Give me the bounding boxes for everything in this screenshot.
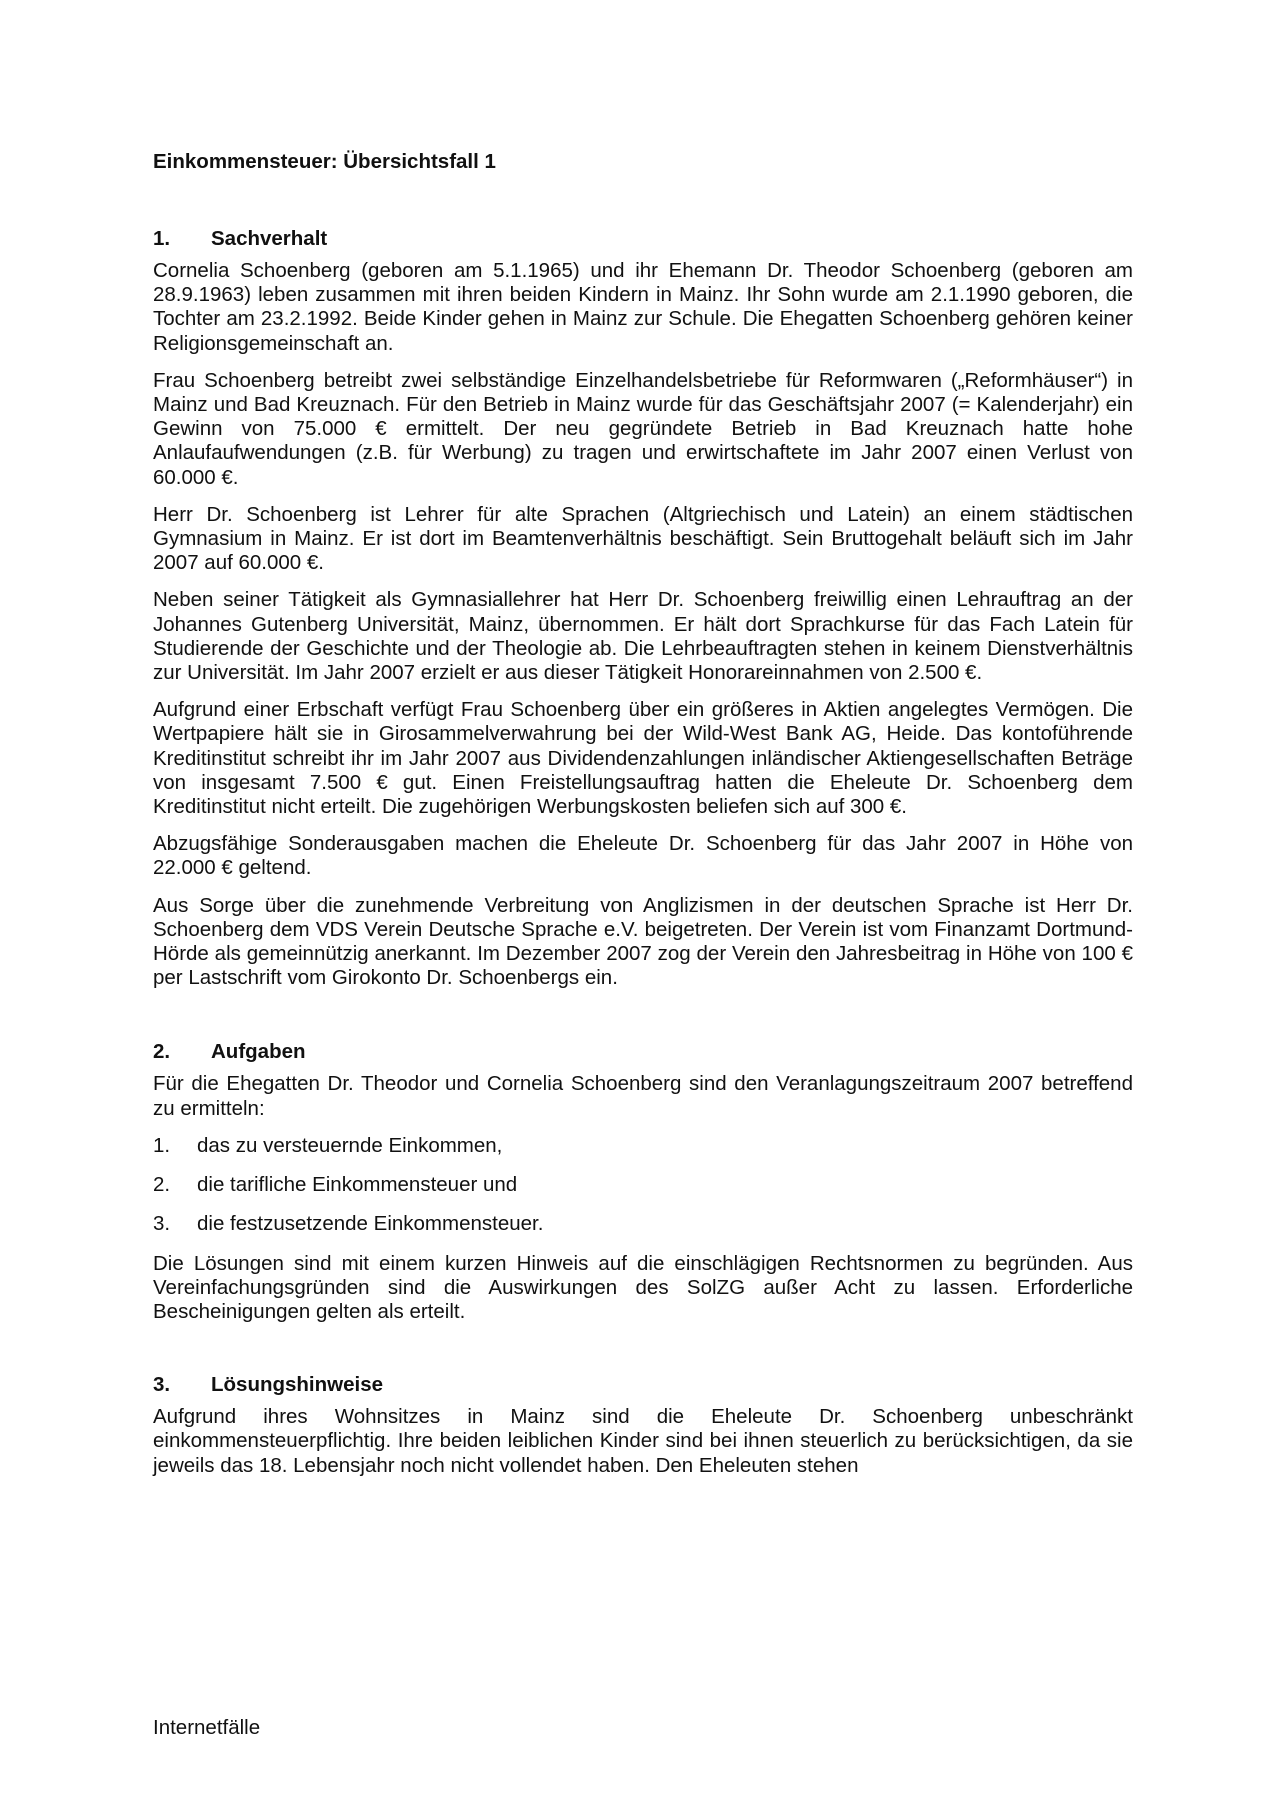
- paragraph: Frau Schoenberg betreibt zwei selbständige Einzelhandelsbetriebe für Reformwaren („Reformhäuser“) in Mainz und Bad Kreuznach. Für den Betrieb in Mainz wurde für das Geschäftsjahr 2007 (= Kalenderjahr) ein Gewinn von 75.000 € ermittelt. Der neu gegründete Betrieb in Bad Kreuznach hatte hohe Anlaufaufwendungen (z.B. für Werbung) zu tragen und erwirtschaftete im Jahr 2007 einen Verlust von 60.000 €.: [153, 368, 1133, 489]
- section-aufgaben: [153, 1038, 1133, 1324]
- list-text: das zu versteuernde Einkommen,: [197, 1133, 503, 1157]
- page-footer: Internetfälle: [153, 1716, 261, 1739]
- paragraph: Für die Ehegatten Dr. Theodor und Cornelia Schoenberg sind den Veranlagungszeitraum 2007 betreffend zu ermitteln:: [153, 1072, 1133, 1120]
- section-title: Aufgaben: [211, 1040, 306, 1064]
- list-text: die tarifliche Einkommensteuer und: [197, 1173, 518, 1197]
- section-number: 3.: [153, 1373, 171, 1397]
- paragraph: Cornelia Schoenberg (geboren am 5.1.1965) und ihr Ehemann Dr. Theodor Schoenberg (geboren am 28.9.1963) leben zusammen mit ihren beiden Kindern in Mainz. Ihr Sohn wurde am 2.1.1990 geboren, die Tochter am 23.2.1992. Beide Kinder gehen in Mainz zur Schule. Die Ehegatten Schoenberg gehören keiner Religionsgemeinschaft an.: [153, 259, 1133, 355]
- section-number: 1.: [153, 227, 171, 250]
- list-item: [153, 1212, 1133, 1236]
- paragraph: Abzugsfähige Sonderausgaben machen die Eheleute Dr. Schoenberg für das Jahr 2007 in Höhe von 22.000 € geltend.: [153, 832, 1133, 880]
- paragraph: Aufgrund einer Erbschaft verfügt Frau Schoenberg über ein größeres in Aktien angelegtes Vermögen. Die Wertpapiere hält sie in Girosammelverwahrung bei der Wild-West Bank AG, Heide. Das kontoführende Kreditinstitut schreibt ihr im Jahr 2007 aus Dividendenzahlungen inländischer Aktiengesellschaften Beträge von insgesamt 7.500 € gut. Einen Freistellungsauftrag hatten die Eheleute Dr. Schoenberg dem Kreditinstitut nicht erteilt. Die zugehörigen Werbungskosten beliefen sich auf 300 €.: [153, 698, 1133, 819]
- document-title: Einkommensteuer: Übersichtsfall 1: [153, 150, 496, 173]
- list-item: [153, 1173, 1133, 1197]
- section-number: 2.: [153, 1040, 171, 1064]
- list-item: [153, 1134, 1133, 1158]
- section-heading: [153, 1371, 1133, 1399]
- section-heading: [153, 1038, 1133, 1066]
- task-list: [153, 1134, 1133, 1237]
- list-text: die festzusetzende Einkommensteuer.: [197, 1212, 544, 1236]
- section-sachverhalt: [153, 225, 1133, 990]
- list-number: 3.: [153, 1212, 171, 1236]
- paragraph: Aus Sorge über die zunehmende Verbreitung von Anglizismen in der deutschen Sprache ist Herr Dr. Schoenberg dem VDS Verein Deutsche Sprache e.V. beigetreten. Der Verein ist vom Finanzamt Dortmund-Hörde als gemeinnützig anerkannt. Im Dezember 2007 zog der Verein den Jahresbeitrag in Höhe von 100 € per Lastschrift vom Girokonto Dr. Schoenbergs ein.: [153, 893, 1133, 990]
- paragraph: Die Lösungen sind mit einem kurzen Hinweis auf die einschlägigen Rechtsnormen zu begründen. Aus Vereinfachungsgründen sind die Auswirkungen des SolZG außer Acht zu lassen. Erforderliche Bescheinigungen gelten als erteilt.: [153, 1251, 1133, 1323]
- section-loesungshinweise: [153, 1371, 1133, 1478]
- paragraph: Neben seiner Tätigkeit als Gymnasiallehrer hat Herr Dr. Schoenberg freiwillig einen Lehrauftrag an der Johannes Gutenberg Universität, Mainz, übernommen. Er hält dort Sprachkurse für das Fach Latein für Studierende der Geschichte und der Theologie ab. Die Lehrbeauftragten stehen in keinem Dienstverhältnis zur Universität. Im Jahr 2007 erzielt er aus dieser Tätigkeit Honorareinnahmen von 2.500 €.: [153, 588, 1133, 685]
- section-heading: [153, 225, 1133, 253]
- document-page: [153, 148, 1133, 1526]
- paragraph: Aufgrund ihres Wohnsitzes in Mainz sind die Eheleute Dr. Schoenberg unbeschränkt einkommensteuerpflichtig. Ihre beiden leiblichen Kinder sind bei ihnen steuerlich zu berücksichtigen, da sie jeweils das 18. Lebensjahr noch nicht vollendet haben. Den Eheleuten stehen: [153, 1405, 1133, 1477]
- list-number: 1.: [153, 1133, 171, 1157]
- section-title: Lösungshinweise: [211, 1373, 383, 1397]
- paragraph: Herr Dr. Schoenberg ist Lehrer für alte Sprachen (Altgriechisch und Latein) an einem städtischen Gymnasium in Mainz. Er ist dort im Beamtenverhältnis beschäftigt. Sein Bruttogehalt beläuft sich im Jahr 2007 auf 60.000 €.: [153, 502, 1133, 575]
- section-title: Sachverhalt: [211, 227, 328, 250]
- list-number: 2.: [153, 1173, 171, 1197]
